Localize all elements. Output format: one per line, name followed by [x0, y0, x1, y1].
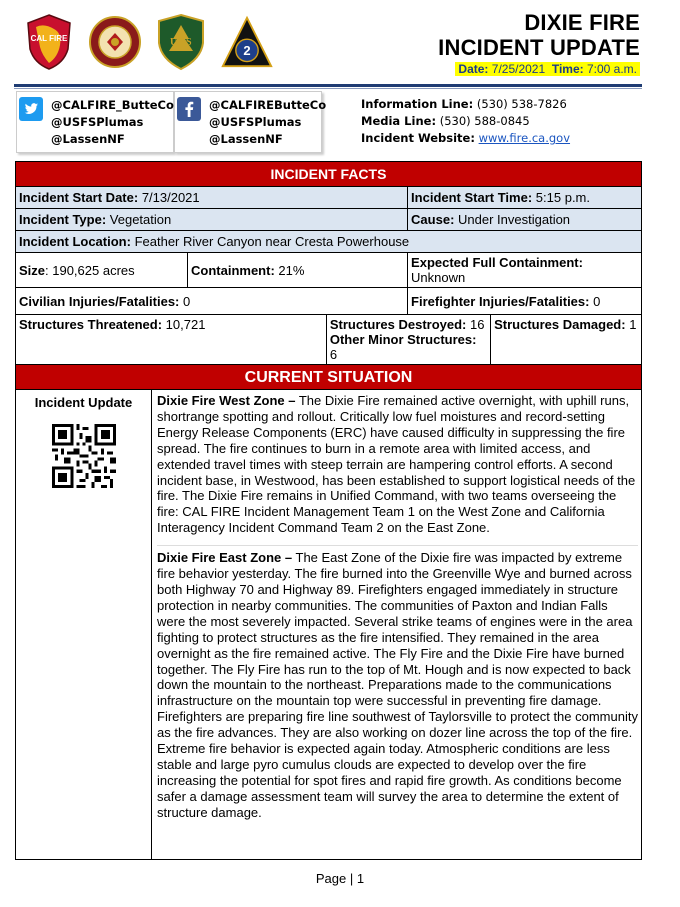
date-label: Date: [458, 62, 489, 76]
facebook-box [174, 91, 327, 153]
facebook-handles [209, 97, 326, 148]
structures-threatened: Structures Threatened: 10,721 [16, 315, 327, 365]
twitter-icon [19, 97, 43, 121]
incident-start-time: Incident Start Time: 5:15 p.m. [408, 187, 642, 209]
east-zone-text: The East Zone of the Dixie fire was impacted by extreme fire behavior yesterday. The fire burned into the Greenville Wye and burned across both Highway 70 and Highway 89. Firefighters engaged immediately in structure protection in nearby communities. The communities of Paxton and Indian Falls were the most severely impacted. Several strike teams of engines were in the area fighting to protect structures as the fire intensified. They remained in the area overnight as the fire remained active. The Fly Fire and the Dixie Fire have burned together. The Fly Fire has run to the top of Mt. Hough and is now expected to back down the mountain to the northeast. Preparations made to the communications infrastructure on the mountain top were successful in preventing fire damage. Firefighters are preparing fire line southwest of Taylorsville to protect the community as the fire advances. They are also working on dozer line across the top of the fire. Extreme fire behavior is expected again today. Atmospheric conditions are less stable and large pyro cumulus clouds are expected to develop over the fire increasing the potential for spot fires and rapid fire growth. As conditions become safer a damage assessment team will survey the area to determine the extent of structure damage. [157, 550, 638, 820]
situation-left-column [16, 390, 152, 859]
svg-text:CAL FIRE: CAL FIRE [30, 34, 68, 43]
twitter-handle[interactable]: @LassenNF [51, 132, 125, 146]
incident-website-link[interactable]: www.fire.ca.gov [478, 131, 571, 145]
interagency-team-2-logo [220, 12, 274, 72]
qr-code-icon[interactable] [52, 424, 116, 488]
structures-damaged: Structures Damaged: 1 [491, 315, 642, 365]
east-zone-paragraph [157, 545, 638, 821]
west-zone-paragraph [157, 393, 638, 537]
page-number: Page | 1 [315, 871, 365, 886]
other-minor-structures: Other Minor Structures: 6 [329, 332, 477, 362]
west-zone-text: The Dixie Fire remained active overnight, with uphill runs, shortrange spotting and rollout. Critically low fuel moistures and record-setting Energy Release Components (ERC) have caused difficulty in suppressing the fire spread. The fire continues to burn in a remote area with limited access, and extended travel times with steep terrain are hampering control efforts. A second incident base, in Westwood, has been established to support logistical needs of the fire. The Dixie Fire remains in Unified Command, with two teams overseeing the fire: CAL FIRE Incident Management Team 1 on the West Zone and California Interagency Incident Command Team 2 on the East Zone. [157, 393, 636, 536]
incident-facts-table [15, 161, 642, 365]
incident-facts-heading: INCIDENT FACTS [16, 162, 642, 187]
incident-website: Incident Website: www.fire.ca.gov [361, 131, 571, 145]
facebook-handle[interactable]: @USFSPlumas [209, 115, 302, 129]
title-dixie-fire: DIXIE FIRE [524, 10, 640, 35]
facebook-handle[interactable]: @CALFIREButteCo [209, 98, 327, 112]
time-label: Time: [551, 62, 584, 76]
incident-location: Incident Location: Feather River Canyon near Cresta Powerhouse [16, 231, 642, 253]
incident-start-date: Incident Start Date: 7/13/2021 [16, 187, 408, 209]
situation-text [152, 390, 641, 859]
svg-text:2: 2 [243, 43, 251, 59]
current-situation-heading: CURRENT SITUATION [16, 365, 641, 390]
structures-destroyed: Structures Destroyed: 16 Other Minor Structures: 6 [326, 315, 490, 365]
twitter-box [16, 91, 174, 153]
title-block [438, 10, 640, 78]
twitter-handle[interactable]: @CALFIRE_ButteCo [51, 98, 174, 112]
firefighter-injuries: Firefighter Injuries/Fatalities: 0 [408, 288, 642, 315]
incident-update-label: Incident Update [34, 395, 133, 410]
situation-body [16, 390, 641, 859]
incident-size: Size: 190,625 acres [16, 253, 188, 288]
header-rule [14, 84, 642, 87]
forest-service-shield [154, 12, 208, 72]
cal-fire-logo [22, 12, 76, 72]
media-line: Media Line: (530) 588-0845 [361, 114, 530, 128]
svg-text:U: U [170, 37, 178, 48]
expected-full-containment: Expected Full Containment: Unknown [408, 253, 642, 288]
date-value: 7/25/2021 [491, 62, 546, 76]
time-value: 7:00 a.m. [586, 62, 637, 76]
incident-cause: Cause: Under Investigation [408, 209, 642, 231]
east-zone-title: Dixie Fire East Zone – [157, 550, 293, 566]
west-zone-title: Dixie Fire West Zone – [157, 393, 296, 408]
title-incident-update: INCIDENT UPDATE [438, 35, 640, 60]
twitter-handle[interactable]: @USFSPlumas [51, 115, 144, 129]
twitter-handles [51, 97, 174, 148]
document-header [0, 0, 680, 90]
civilian-injuries: Civilian Injuries/Fatalities: 0 [16, 288, 408, 315]
facebook-icon [177, 97, 201, 121]
contact-info [361, 96, 570, 147]
incident-type: Incident Type: Vegetation [16, 209, 408, 231]
current-situation-section [15, 364, 642, 860]
logo-strip [22, 12, 274, 72]
incident-containment: Containment: 21% [188, 253, 408, 288]
ca-office-emergency-services-seal [88, 12, 142, 72]
contact-section [16, 91, 656, 155]
information-line: Information Line: (530) 538-7826 [361, 97, 567, 111]
facebook-handle[interactable]: @LassenNF [209, 132, 283, 146]
header-rule-thin [14, 88, 642, 89]
svg-text:S: S [186, 37, 192, 48]
date-time-line [455, 62, 640, 76]
